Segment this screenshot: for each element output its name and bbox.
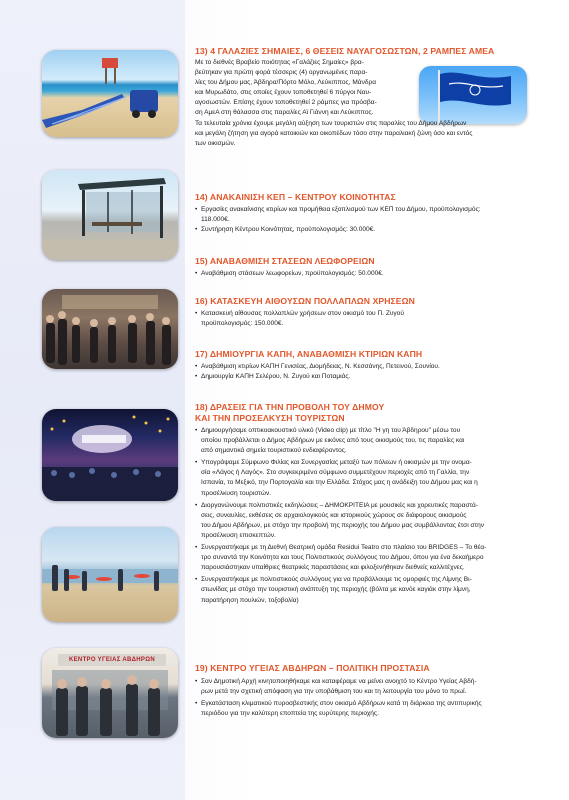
- list-item: • Συνεργαστήκαμε με πολιτιστικούς συλλόγους για να προβάλλουμε τις ομορφιές της Λίμνης Βι- στωνίδας με στόχο την τουριστική ανάπτυξη της περιοχής (βόλτα με κανόε καγιάκ στην λίμνη, παρατήρηση πουλιών, τοξοβολία): [195, 575, 525, 605]
- list-item: • Σαν Δημοτική Αρχή κινητοποιηθήκαμε και καταφέραμε να μείνει ανοιχτό το Κέντρο Υγείας Αβδή- ρων μετά την σχετική απόφαση για την υποβάθμιση του και τη λειτουργία του μόνο το πρωί.: [195, 677, 525, 697]
- section-13-paragraph: Με το διεθνές Βραβείο ποιότητας «Γαλάζιες Σημαίες» βρα- βεύτηκαν για πρώτη φορά τέσσερις (4) οργανωμένες παρα- λίες του Δήμου μας, Άβδηρα/Πόρτο Μόλο, Λεύκιππος, Μάνδρα και Μυρωδάτο, στις οποίες έχουν τοποθετηθεί 6 πύργοι Ναυ- αγοσωστών. Επίσης έχουν τοποθετηθεί 2 ράμπες για πρόσβα- ση ΑμεΑ στη θάλασσα στις παραλίες Αϊ Γιάννη και Λεύκιππος.: [195, 59, 377, 117]
- section-13-paragraph-2: Τα τελευταία χρόνια έχουμε μεγάλη αύξηση των τουριστών στις παραλίες του Δήμου Αβδήρων και μεγάλη ζήτηση για αγορά κατοικιών και οικοπέδων τόσο στην παραλιακή ζώνη όσο και εντός των οικισμών.: [195, 120, 473, 148]
- section-13-title: 13) 4 ΓΑΛΑΖΙΕΣ ΣΗΜΑΙΕΣ, 6 ΘΕΣΕΙΣ ΝΑΥΑΓΟΣΩΣΤΩΝ, 2 ΡΑΜΠΕΣ ΑΜΕΑ: [195, 46, 495, 56]
- section-18-title: 18) ΔΡΑΣΕΙΣ ΓΙΑ ΤΗΝ ΠΡΟΒΟΛΗ ΤΟΥ ΔΗΜΟΥ ΚΑΙ ΤΗΝ ΠΡΟΣΕΛΚΥΣΗ ΤΟΥΡΙΣΤΩΝ: [195, 402, 385, 423]
- list-item: • Δημιουργήσαμε οπτικοακουστικό υλικό (Video clip) με τίτλο "Η γη του Άβδηρου" μέσω του οποίου προβάλλεται ο Δήμος Αβδήρων με εικόνες από τους οικισμούς του, τις παραλίες και από σημαντικά σημεία τουριστικού ενδιαφέροντος.: [195, 426, 525, 456]
- lake-kayak-photo: [42, 527, 178, 622]
- list-item: • Αναβάθμιση κτιρίων ΚΑΠΗ Γενισέας, Διομήδειας, Ν. Κεσσάνης, Πετεινού, Σουνίου.: [195, 362, 525, 372]
- section-17-list: [195, 362, 525, 382]
- health-center-sign: ΚΕΝΤΡΟ ΥΓΕΙΑΣ ΑΒΔΗΡΩΝ: [58, 654, 166, 666]
- blue-flag-photo: [419, 66, 527, 124]
- list-item: • Διοργανώνουμε πολιτιστικές εκδηλώσεις – ΔΗΜΟΚΡΙΤΕΙΑ με μουσικές και χορευτικές παραστά- σεις, συναυλίες, εκθέσεις σε αρχαιολογικούς και ιστορικούς χώρους σε διάφορους οικισμούς του Δήμου Αβδήρων, με στόχο την προβολή της περιοχής του Δήμου μας συμβάλλοντας έτσι στην προσέλκυση επισκεπτών.: [195, 501, 525, 541]
- section-15-list: [195, 269, 525, 279]
- hall-event-photo: [42, 289, 178, 369]
- section-14-list: [195, 205, 525, 235]
- list-item: • Κατασκευή αίθουσας πολλαπλών χρήσεων στον οικισμό του Π. Ζυγού προϋπολογισμός: 150.000€.: [195, 309, 525, 329]
- list-item: • Υπογράψαμε Σύμφωνο Φιλίας και Συνεργασίας μεταξύ των πόλεων ή οικισμών με την ονομα- σία «Λάγος ή Λαγός». Στο συγκεκριμένο σύμφωνο συμμετέχουν περιοχές από τη Γαλλία, την Ισπανία, το Μεξικό, την Πορτογαλία και την Ελλάδα. Στόχος μας η ανάδειξη του Δήμου μας και η προσέλκυση τουριστών.: [195, 458, 525, 498]
- list-item: • Δημιουργία ΚΑΠΗ Σελέρου, Ν. Ζυγού και Ποταμιάς.: [195, 372, 525, 382]
- list-item: • Εγκατάσταση κλιματικού πυροσβεστικής στον οικισμό Αβδήρων κατά τη διάρκεια της αντιπυρικής περιόδου για την καλύτερη εποπτεία της ευρύτερης περιοχής.: [195, 699, 525, 719]
- beach-ramp-photo: [42, 50, 178, 137]
- concert-photo: [42, 409, 178, 501]
- list-item: • Εργασίες ανακαίνισης κτιρίων και προμήθεια εξοπλισμού των ΚΕΠ του Δήμου, προϋπολογισμός: 118.000€.: [195, 205, 525, 225]
- section-18-list: [195, 426, 525, 606]
- health-center-photo: [42, 648, 178, 738]
- section-19-list: [195, 677, 525, 719]
- list-item: • Αναβάθμιση στάσεων λεωφορείων, προϋπολογισμός: 50.000€.: [195, 269, 525, 279]
- section-15-title: 15) ΑΝΑΒΑΘΜΙΣΗ ΣΤΑΣΕΩΝ ΛΕΩΦΟΡΕΙΩΝ: [195, 256, 375, 266]
- list-item: • Συντήρηση Κέντρου Κοινότητας, προϋπολογισμός: 30.000€.: [195, 225, 525, 235]
- section-19-title: 19) ΚΕΝΤΡΟ ΥΓΕΙΑΣ ΑΒΔΗΡΩΝ – ΠΟΛΙΤΙΚΗ ΠΡΟΣΤΑΣΙΑ: [195, 663, 430, 673]
- list-item: • Συνεργαστήκαμε με τη Διεθνή Θεατρική ομάδα Residui Teatro στο πλαίσιο του BRIDGES – Το θέα- τρο συναντά την Κοινότητα και τους Πολιτιστικούς συλλόγους του Δήμου, όπου για ένα δεκαήμερο παρουσιάστηκαν υπαίθριες θεατρικές παραστάσεις και φιλοξενήθηκαν διεθνείς καλλιτέχνες.: [195, 543, 525, 573]
- section-16-title: 16) ΚΑΤΑΣΚΕΥΗ ΑΙΘΟΥΣΩΝ ΠΟΛΛΑΠΛΩΝ ΧΡΗΣΕΩΝ: [195, 296, 415, 306]
- bus-stop-photo: [42, 170, 178, 260]
- section-17-title: 17) ΔΗΜΙΟΥΡΓΙΑ ΚΑΠΗ, ΑΝΑΒΑΘΜΙΣΗ ΚΤΙΡΙΩΝ ΚΑΠΗ: [195, 349, 423, 359]
- section-14-title: 14) ΑΝΑΚΑΙΝΙΣΗ ΚΕΠ – ΚΕΝΤΡΟΥ ΚΟΙΝΟΤΗΤΑΣ: [195, 192, 396, 202]
- section-16-list: [195, 309, 525, 329]
